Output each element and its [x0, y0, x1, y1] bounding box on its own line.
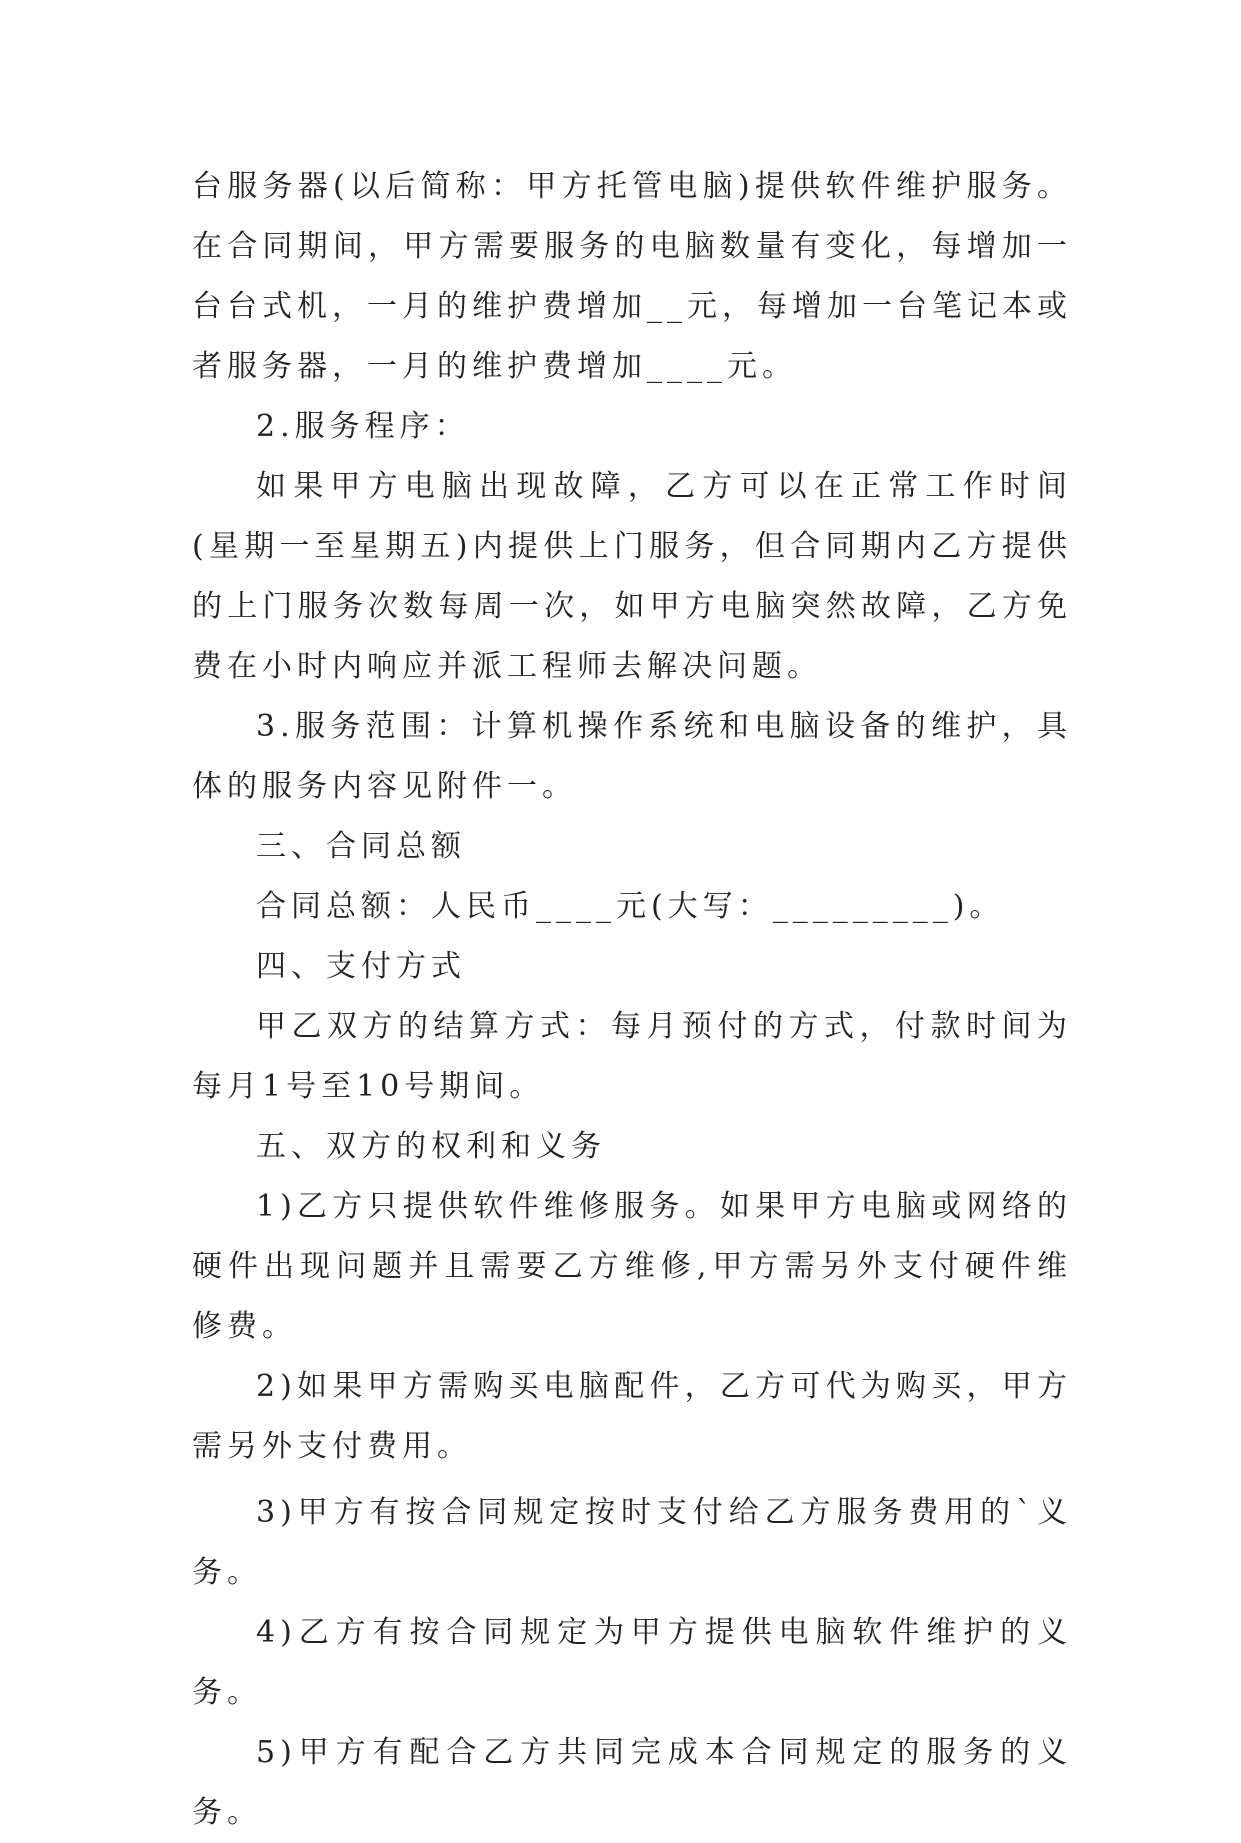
- paragraph-obligation-5: 5)甲方有配合乙方共同完成本合同规定的服务的义务。: [192, 1735, 1072, 1830]
- paragraph-service-procedure: 如果甲方电脑出现故障，乙方可以在正常工作时间(星期一至星期五)内提供上门服务，但合同期内乙方提供的上门服务次数每周一次，如甲方电脑突然故障，乙方免费在小时内响应并派工程师去解决问题。: [192, 469, 1072, 684]
- paragraph-contract-total: 合同总额：人民币____元(大写：_________)。: [256, 889, 1005, 924]
- paragraph-obligation-2: 2)如果甲方需购买电脑配件，乙方可代为购买，甲方需另外支付费用。: [192, 1369, 1072, 1464]
- paragraph-service-procedure-heading: 2.服务程序：: [256, 409, 470, 444]
- section-heading-contract-total: 三、合同总额: [256, 829, 466, 864]
- paragraph-obligation-1: 1)乙方只提供软件维修服务。如果甲方电脑或网络的硬件出现问题并且需要乙方维修,甲方需另外支付硬件维修费。: [192, 1189, 1072, 1344]
- paragraph-payment-method: 甲乙双方的结算方式：每月预付的方式，付款时间为每月1号至10号期间。: [192, 1009, 1072, 1104]
- paragraph-obligation-4: 4)乙方有按合同规定为甲方提供电脑软件维护的义务。: [192, 1615, 1072, 1710]
- document-body: [192, 157, 1072, 1843]
- paragraph-service-range: 3.服务范围：计算机操作系统和电脑设备的维护，具体的服务内容见附件一。: [192, 709, 1072, 804]
- section-heading-rights-obligations: 五、双方的权利和义务: [256, 1129, 606, 1164]
- paragraph-service-scope-continued: 台服务器(以后简称：甲方托管电脑)提供软件维护服务。在合同期间，甲方需要服务的电脑数量有变化，每增加一台台式机，一月的维护费增加__元，每增加一台笔记本或者服务器，一月的维护费增加____元。: [192, 169, 1072, 384]
- paragraph-obligation-3: 3)甲方有按合同规定按时支付给乙方服务费用的`义务。: [192, 1495, 1072, 1590]
- section-heading-payment-method: 四、支付方式: [256, 949, 466, 984]
